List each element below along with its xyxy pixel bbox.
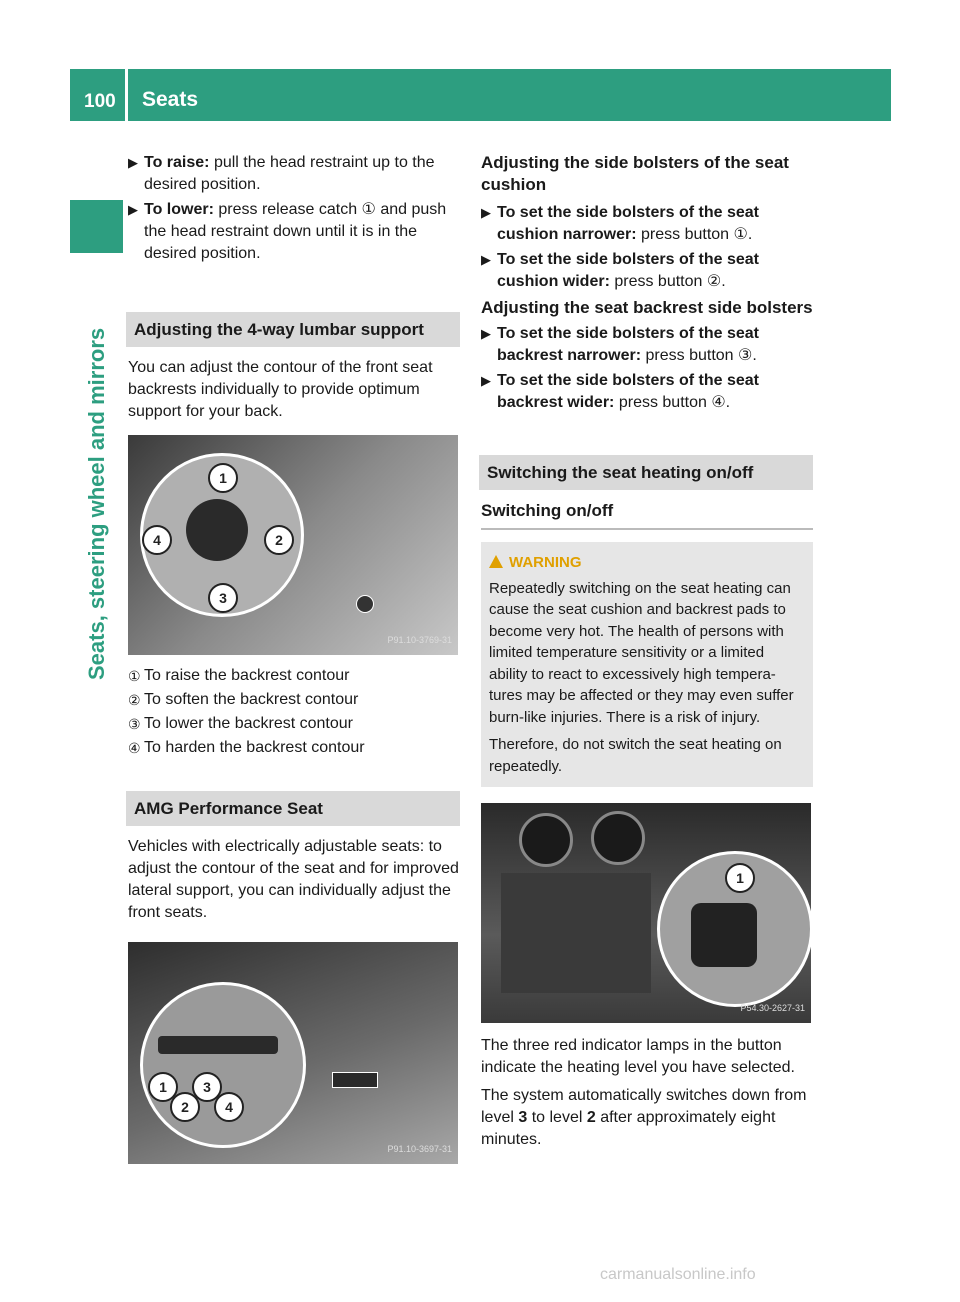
warning-text: Repeatedly switching on the seat heating can cause the seat cushion and backrest pads to become very hot. The health of persons with limited temperature sensitivity or a limited ability to react to excessively high tempera-tures may be affected or they may even suffer burn-like injuries. There is a risk of injury. [489,579,794,726]
callout-4: 4 [214,1092,244,1122]
arrow-icon: ▶ [481,326,491,341]
legend-item: ① To raise the backrest contour [128,667,350,684]
right-column [481,152,813,1157]
warning-title: WARNING [489,552,805,574]
legend-item: ③ To lower the backrest contour [128,715,353,732]
step-backrest-narrower: ▶ To set the side bolsters of the seat backrest narrower: press button ③. [481,325,759,364]
callout-1: 1 [208,463,238,493]
callout-2: 2 [264,525,294,555]
lumbar-switch-location [356,595,374,613]
callout-2: 2 [170,1092,200,1122]
heating-heading: Switching the seat heating on/off [479,455,813,490]
lumbar-text: You can adjust the contour of the front seat backrests individually to provide optimum support for your back. [128,359,433,420]
amg-text: Vehicles with electrically adjustable seats: to adjust the contour of the seat and for improved lateral support, you can individually adjust the front seats. [128,838,459,921]
step-cushion-wider: ▶ To set the side bolsters of the seat cushion wider: press button ②. [481,251,759,290]
section-title: Seats [142,88,199,111]
callout-1: 1 [148,1072,178,1102]
step-backrest-wider: ▶ To set the side bolsters of the seat backrest wider: press button ④. [481,372,759,411]
arrow-icon: ▶ [481,252,491,267]
arrow-icon: ▶ [481,373,491,388]
lumbar-switch [186,499,248,561]
bolster-backrest-heading: Adjusting the seat backrest side bolsters [481,298,813,317]
header-divider [125,69,128,121]
step-raise: ▶ To raise: pull the head restraint up to the desired position. [128,154,435,193]
arrow-icon: ▶ [128,202,138,217]
callout-3: 3 [208,583,238,613]
step-lower: ▶ To lower: press release catch ① and push the head restraint down until it is in the desired position. [128,201,447,262]
image-code: P91.10-3697-31 [387,1144,452,1154]
image-code: P91.10-3769-31 [387,635,452,645]
auto-switch-text: The system automatically switches down from level 3 to level 2 after approximately eight minutes. [481,1087,807,1148]
arrow-icon: ▶ [481,205,491,220]
page-header [70,69,891,121]
air-vent [591,811,645,865]
side-tab-marker [70,200,123,253]
callout-3: 3 [192,1072,222,1102]
page-number: 100 [84,91,116,112]
legend-item: ② To soften the backrest contour [128,691,359,708]
image-code: P54.30-2627-31 [740,1003,805,1013]
air-vent [519,813,573,867]
seat-heating-button [691,903,757,967]
amg-heading: AMG Performance Seat [126,791,460,826]
legend-item: ④ To harden the backrest contour [128,739,365,756]
bolster-buttons [158,1036,278,1054]
step-cushion-narrower: ▶ To set the side bolsters of the seat cushion narrower: press button ①. [481,204,759,243]
indicator-text: The three red indicator lamps in the button indicate the heating level you have selected. [481,1037,795,1076]
seat-heating-image [481,803,811,1023]
lumbar-legend [128,665,460,759]
side-tab-label: Seats, steering wheel and mirrors [84,327,109,680]
bolster-switch-location [332,1072,378,1088]
callout-1: 1 [725,863,755,893]
magnifier-circle [140,982,306,1148]
warning-box [481,542,813,787]
amg-seat-image [128,942,458,1164]
lumbar-support-image [128,435,458,655]
bolster-cushion-heading: Adjusting the side bolsters of the seat cushion [481,153,789,194]
left-column [128,152,460,1164]
lumbar-heading: Adjusting the 4-way lumbar support [126,312,460,347]
heating-subheading: Switching on/off [481,500,813,530]
footer-watermark: carmanualsonline.info [600,1266,756,1283]
warning-text-2: Therefore, do not switch the seat heating on repeatedly. [489,736,782,775]
callout-4: 4 [142,525,172,555]
center-console [501,873,651,993]
arrow-icon: ▶ [128,155,138,170]
warning-icon [489,555,503,568]
